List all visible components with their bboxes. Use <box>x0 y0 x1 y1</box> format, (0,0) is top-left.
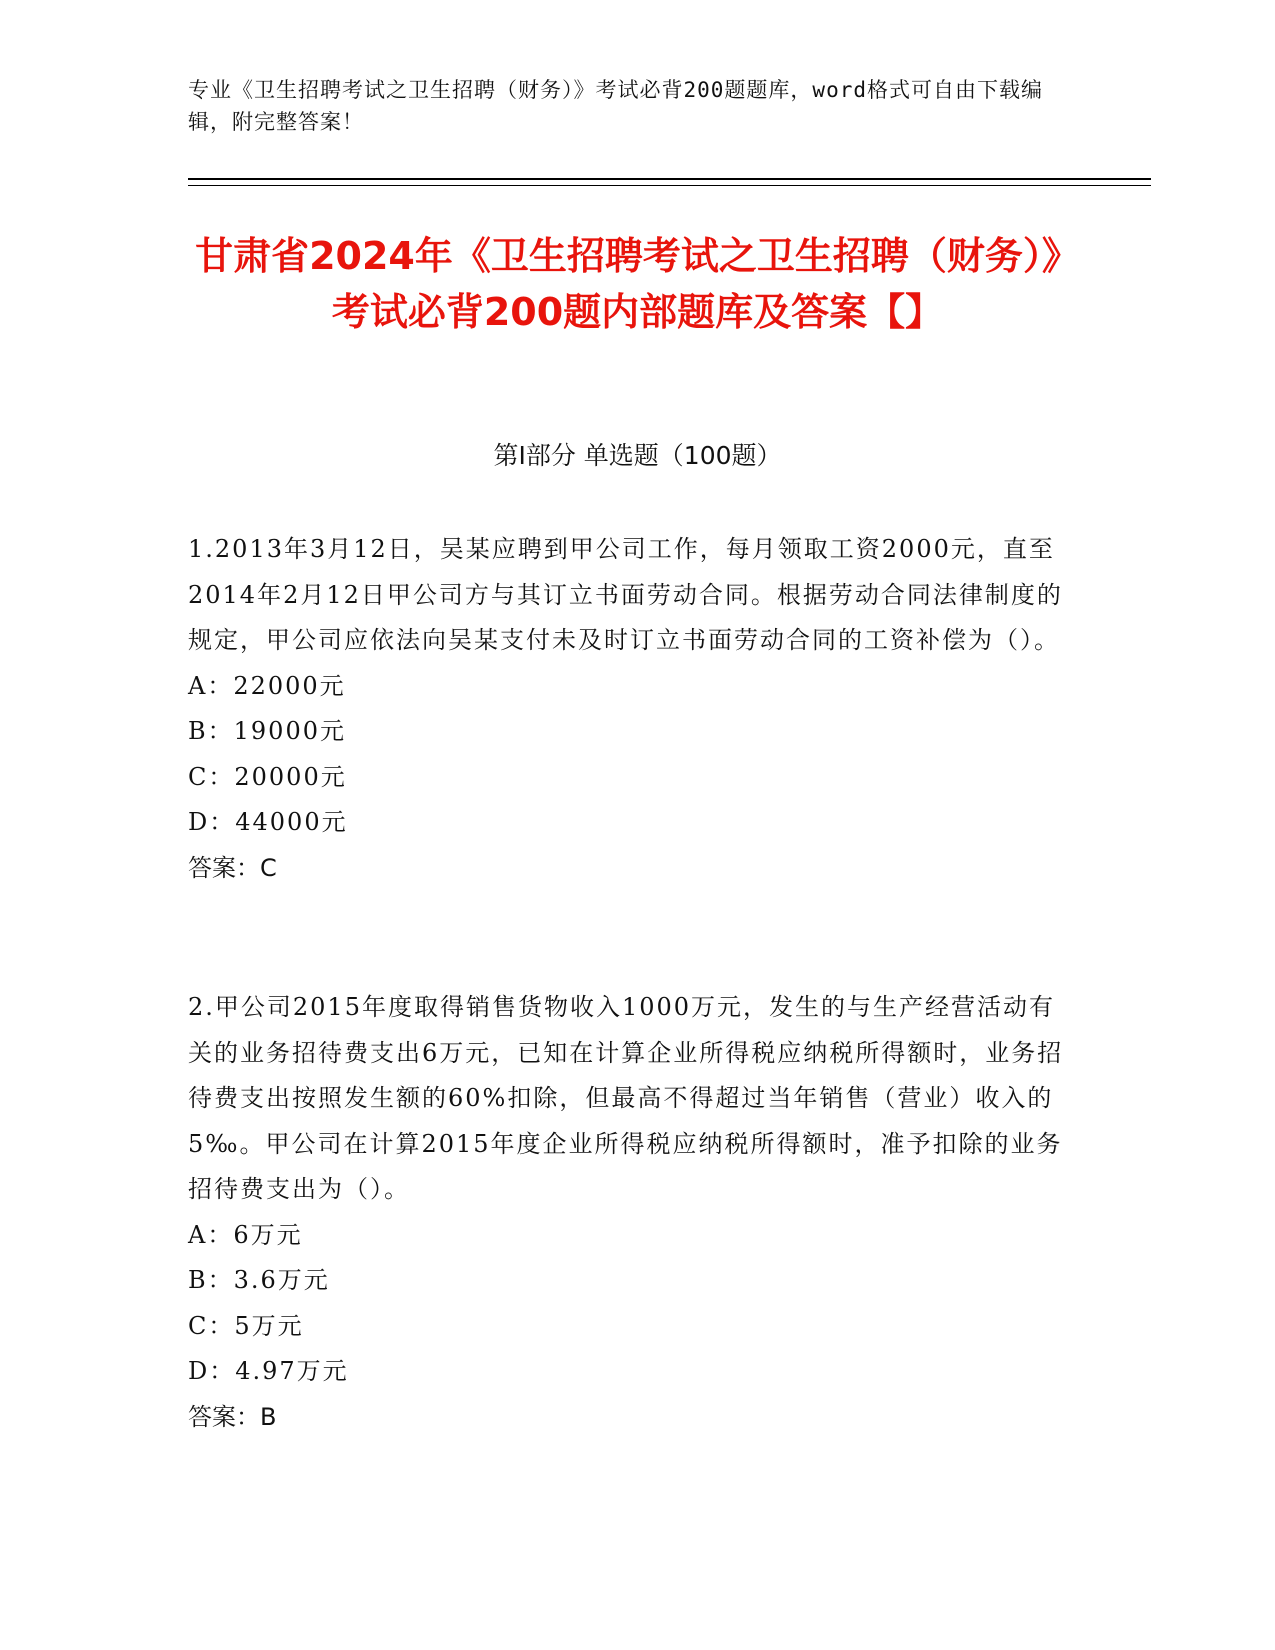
header-divider-thin <box>188 185 1151 186</box>
option-a: A：22000元 <box>188 671 346 700</box>
question-stem: 2.甲公司2015年度取得销售货物收入1000万元，发生的与生产经营活动有关的业务招待费支出6万元，已知在计算企业所得税应纳税所得额时，业务招待费支出按照发生额的60%扣除，但最高不得超过当年销售（营业）收入的5‰。甲公司在计算2015年度企业所得税应纳税所得额时，准予扣除的业务招待费支出为（）。 <box>188 993 1064 1203</box>
header-divider-thick <box>188 178 1151 180</box>
option-b: B：19000元 <box>188 717 346 745</box>
document-title: 甘肃省2024年《卫生招聘考试之卫生招聘（财务）》考试必背200题内部题库及答案【】 <box>195 234 1080 334</box>
intro-text: 专业《卫生招聘考试之卫生招聘（财务）》考试必背200题题库，word格式可自由下载编辑，附完整答案！ <box>188 78 1043 134</box>
answer-line: 答案：B <box>188 1402 277 1431</box>
option-c: C：20000元 <box>188 762 347 791</box>
question-stem: 1.2013年3月12日，吴某应聘到甲公司工作，每月领取工资2000元，直至2014年2月12日甲公司方与其订立书面劳动合同。根据劳动合同法律制度的规定，甲公司应依法向吴某支付未及时订立书面劳动合同的工资补偿为（）。 <box>188 535 1063 654</box>
option-a: A：6万元 <box>188 1220 303 1249</box>
question-2 <box>188 985 1078 1440</box>
option-c: C：5万元 <box>188 1311 304 1340</box>
option-b: B：3.6万元 <box>188 1266 330 1294</box>
answer-line: 答案：C <box>188 853 277 882</box>
option-d: D：44000元 <box>188 808 348 836</box>
question-1 <box>188 527 1078 891</box>
option-d: D：4.97万元 <box>188 1357 349 1385</box>
section-title: 第I部分 单选题（100题） <box>493 441 782 470</box>
